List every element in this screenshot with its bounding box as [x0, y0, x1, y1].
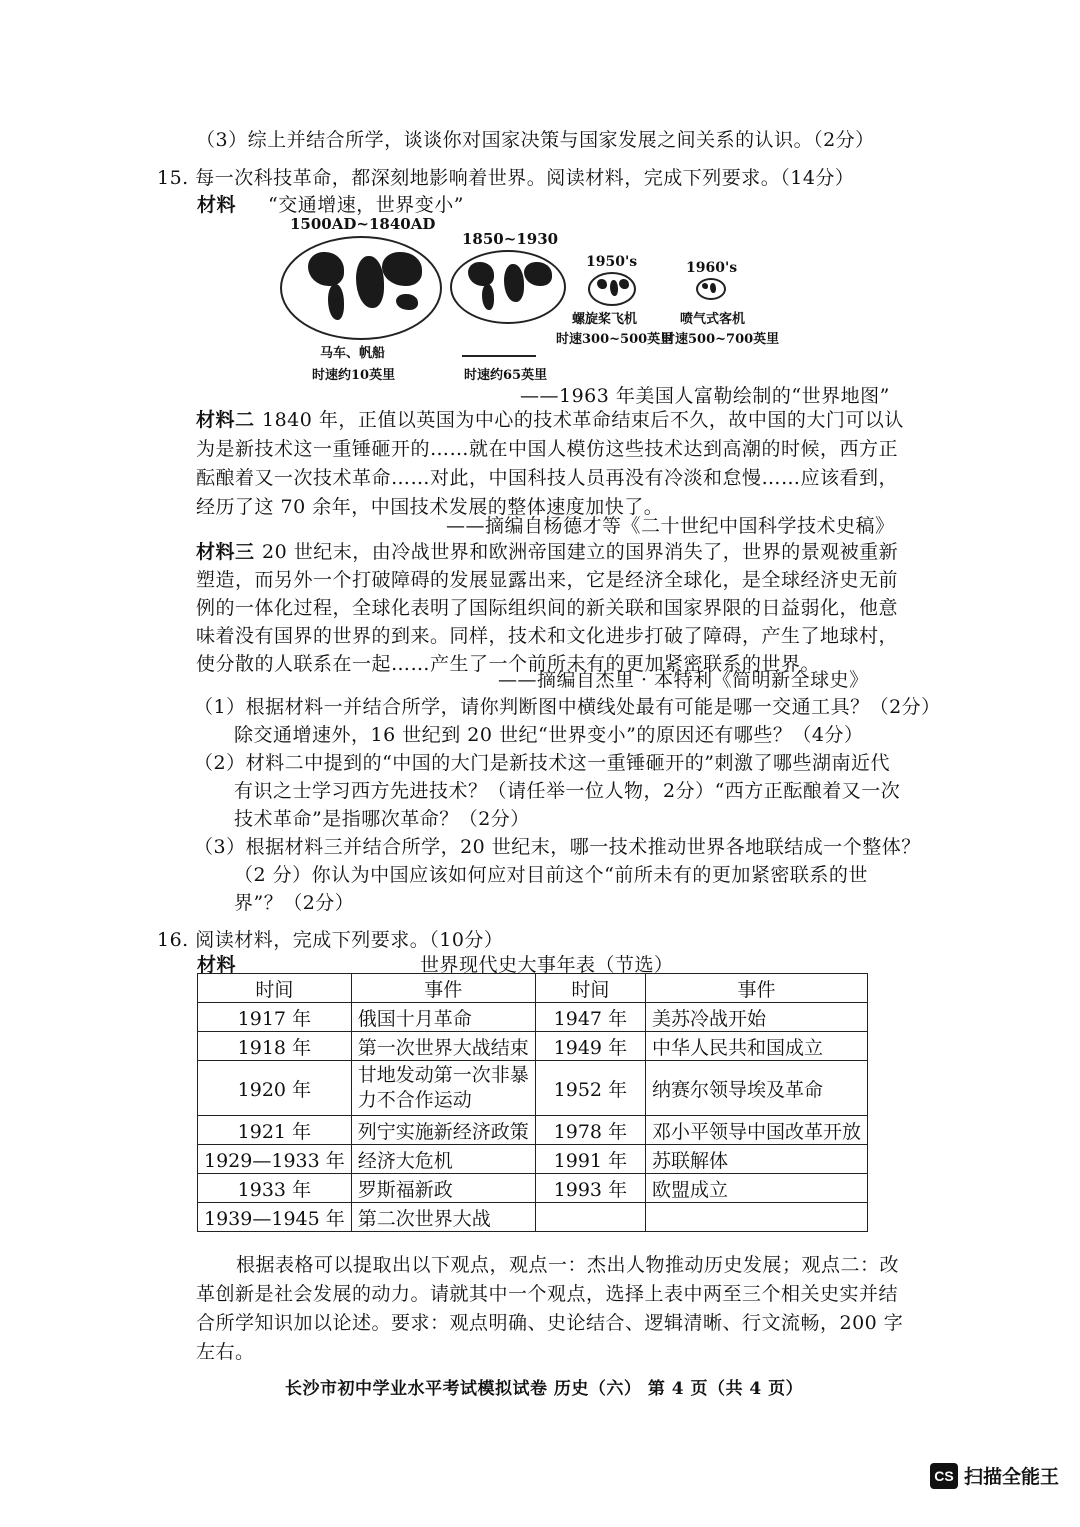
q16-material-label: 材料	[197, 954, 237, 976]
q15-material1-source: ——1963 年美国人富勒绘制的“世界地图”	[520, 385, 890, 407]
year-cell: 1952 年	[535, 1061, 645, 1116]
year-cell: 1929—1933 年	[198, 1145, 352, 1174]
col-header: 时间	[198, 974, 352, 1003]
col-header: 事件	[351, 974, 535, 1003]
year-cell: 1917 年	[198, 1003, 352, 1032]
map1-caption-speed: 时速约10英里	[312, 368, 396, 383]
event-cell	[351, 1061, 535, 1116]
q15-material2-label: 材料二	[196, 409, 255, 431]
page-footer: 长沙市初中学业水平考试模拟试卷 历史（六） 第 4 页（共 4 页）	[285, 1379, 804, 1399]
event-cell: 纳赛尔领导埃及革命	[645, 1061, 867, 1116]
q15-stem: 15. 每一次科技革命，都深刻地影响着世界。阅读材料，完成下列要求。（14分）	[157, 167, 855, 189]
year-cell: 1933 年	[198, 1174, 352, 1203]
event-cell: 邓小平领导中国改革开放	[645, 1116, 867, 1145]
year-cell: 1947 年	[535, 1003, 645, 1032]
map2-caption-speed: 时速约65英里	[464, 368, 548, 383]
event-cell: 列宁实施新经济政策	[351, 1116, 535, 1145]
events-table	[197, 973, 868, 1232]
q15-material3-label: 材料三	[196, 541, 255, 563]
table-row	[198, 1116, 868, 1145]
q14-part3: （3）综上并结合所学，谈谈你对国家决策与国家发展之间关系的认识。（2分）	[196, 129, 875, 151]
q15-question: （2）材料二中提到的“中国的大门是新技术这一重锤砸开的”刺激了哪些湖南近代	[194, 752, 891, 774]
q16-prompt-line: 根据表格可以提取出以下观点，观点一：杰出人物推动历史发展；观点二：改	[236, 1254, 900, 1276]
map4-era: 1960's	[686, 260, 738, 276]
event-cell: 罗斯福新政	[351, 1174, 535, 1203]
q15-question: （1）根据材料一并结合所学，请你判断图中横线处最有可能是哪一交通工具？（2分）	[194, 696, 941, 718]
q16-prompt-line: 左右。	[196, 1341, 255, 1363]
map4-caption-vehicle: 喷气式客机	[680, 312, 746, 327]
table-row	[198, 1032, 868, 1061]
year-cell: 1991 年	[535, 1145, 645, 1174]
q15-material3-line: 味着没有国界的世界的到来。同样，技术和文化进步打破了障碍，产生了地球村，	[196, 625, 899, 647]
event-cell: 第一次世界大战结束	[351, 1032, 535, 1061]
map2-blank-line	[462, 355, 536, 357]
year-cell: 1993 年	[535, 1174, 645, 1203]
q15-material2-line: 酝酿着又一次技术革命……对此，中国科技人员再没有冷淡和怠慢……应该看到，	[196, 467, 899, 489]
q16-table-title: 世界现代史大事年表（节选）	[420, 954, 674, 976]
map1-large-world-map	[280, 236, 442, 340]
event-cell: 俄国十月革命	[351, 1003, 535, 1032]
year-cell	[535, 1203, 645, 1232]
map1-era: 1500AD~1840AD	[290, 215, 436, 233]
q15-material2-line: 1840 年，正值以英国为中心的技术革命结束后不久，故中国的大门可以认	[262, 409, 904, 431]
q16-prompt-line: 合所学知识加以论述。要求：观点明确、史论结合、逻辑清晰、行文流畅，200 字	[196, 1312, 904, 1334]
event-cell: 第二次世界大战	[351, 1203, 535, 1232]
event-cell-line: 甘地发动第一次非暴	[357, 1064, 529, 1086]
q15-material2-source: ——摘编自杨德才等《二十世纪中国科学技术史稿》	[446, 515, 895, 537]
map3-caption-speed: 时速300~500英里	[556, 332, 674, 347]
event-cell-line: 力不合作运动	[357, 1089, 472, 1111]
event-cell: 欧盟成立	[645, 1174, 867, 1203]
q15-material2-line: 为是新技术这一重锤砸开的……就在中国人模仿这些技术达到高潮的时候，西方正	[196, 438, 899, 460]
map3-era: 1950's	[586, 254, 638, 270]
q15-material3-line: 20 世纪末，由冷战世界和欧洲帝国建立的国界消失了，世界的景观被重新	[262, 541, 899, 563]
q15-question: 除交通增速外，16 世纪到 20 世纪“世界变小”的原因还有哪些？（4分）	[234, 724, 864, 746]
col-header: 时间	[535, 974, 645, 1003]
table-header-row	[198, 974, 868, 1003]
q15-question: （2 分）你认为中国应该如何应对目前这个“前所未有的更加紧密联系的世	[234, 864, 868, 886]
q15-question: 技术革命”是指哪次革命？（2分）	[234, 808, 530, 830]
watermark-text: 扫描全能王	[964, 1467, 1060, 1488]
q15-material3-line: 塑造，而另外一个打破障碍的发展显露出来，它是经济全球化，是全球经济史无前	[196, 569, 899, 591]
map3-caption-vehicle: 螺旋桨飞机	[572, 312, 638, 327]
event-cell: 中华人民共和国成立	[645, 1032, 867, 1061]
table-row	[198, 1174, 868, 1203]
q15-material1-label: 材料	[197, 194, 237, 216]
q15-question: 界”？（2分）	[234, 892, 355, 914]
year-cell: 1978 年	[535, 1116, 645, 1145]
camscanner-logo-icon: CS	[930, 1463, 958, 1489]
year-cell: 1939—1945 年	[198, 1203, 352, 1232]
table-row	[198, 1003, 868, 1032]
year-cell: 1949 年	[535, 1032, 645, 1061]
event-cell: 经济大危机	[351, 1145, 535, 1174]
year-cell: 1921 年	[198, 1116, 352, 1145]
map2-era: 1850~1930	[462, 230, 559, 248]
q15-material3-line: 使分散的人联系在一起……产生了一个前所未有的更加紧密联系的世界。	[196, 653, 821, 675]
event-cell: 苏联解体	[645, 1145, 867, 1174]
table-row	[198, 1203, 868, 1232]
table-row	[198, 1061, 868, 1116]
map2-medium-world-map	[450, 250, 566, 324]
map4-tiny-world-map	[696, 278, 726, 300]
scanner-watermark	[930, 1462, 1059, 1489]
map4-caption-speed: 时速500~700英里	[662, 332, 780, 347]
q15-material3-line: 例的一体化过程，全球化表明了国际组织间的新关联和国家界限的日益弱化，他意	[196, 597, 899, 619]
map1-caption-vehicle: 马车、帆船	[320, 346, 386, 361]
col-header: 事件	[645, 974, 867, 1003]
event-cell: 美苏冷战开始	[645, 1003, 867, 1032]
q16-stem: 16. 阅读材料，完成下列要求。（10分）	[157, 929, 504, 951]
year-cell: 1918 年	[198, 1032, 352, 1061]
table-row	[198, 1145, 868, 1174]
event-cell	[645, 1203, 867, 1232]
q15-material3-source: ——摘编自杰里 · 本特利《简明新全球史》	[498, 669, 869, 691]
q15-material2-line: 经历了这 70 余年，中国技术发展的整体速度加快了。	[196, 496, 664, 518]
q15-question: （3）根据材料三并结合所学，20 世纪末，哪一技术推动世界各地联结成一个整体？	[194, 836, 921, 858]
q15-material1-title: “交通增速，世界变小”	[268, 194, 464, 216]
q15-question: 有识之士学习西方先进技术？（请任举一位人物，2分）“西方正酝酿着又一次	[234, 780, 901, 802]
q16-prompt-line: 革创新是社会发展的动力。请就其中一个观点，选择上表中两至三个相关史实并结	[196, 1283, 899, 1305]
map3-small-world-map	[588, 272, 636, 306]
year-cell: 1920 年	[198, 1061, 352, 1116]
